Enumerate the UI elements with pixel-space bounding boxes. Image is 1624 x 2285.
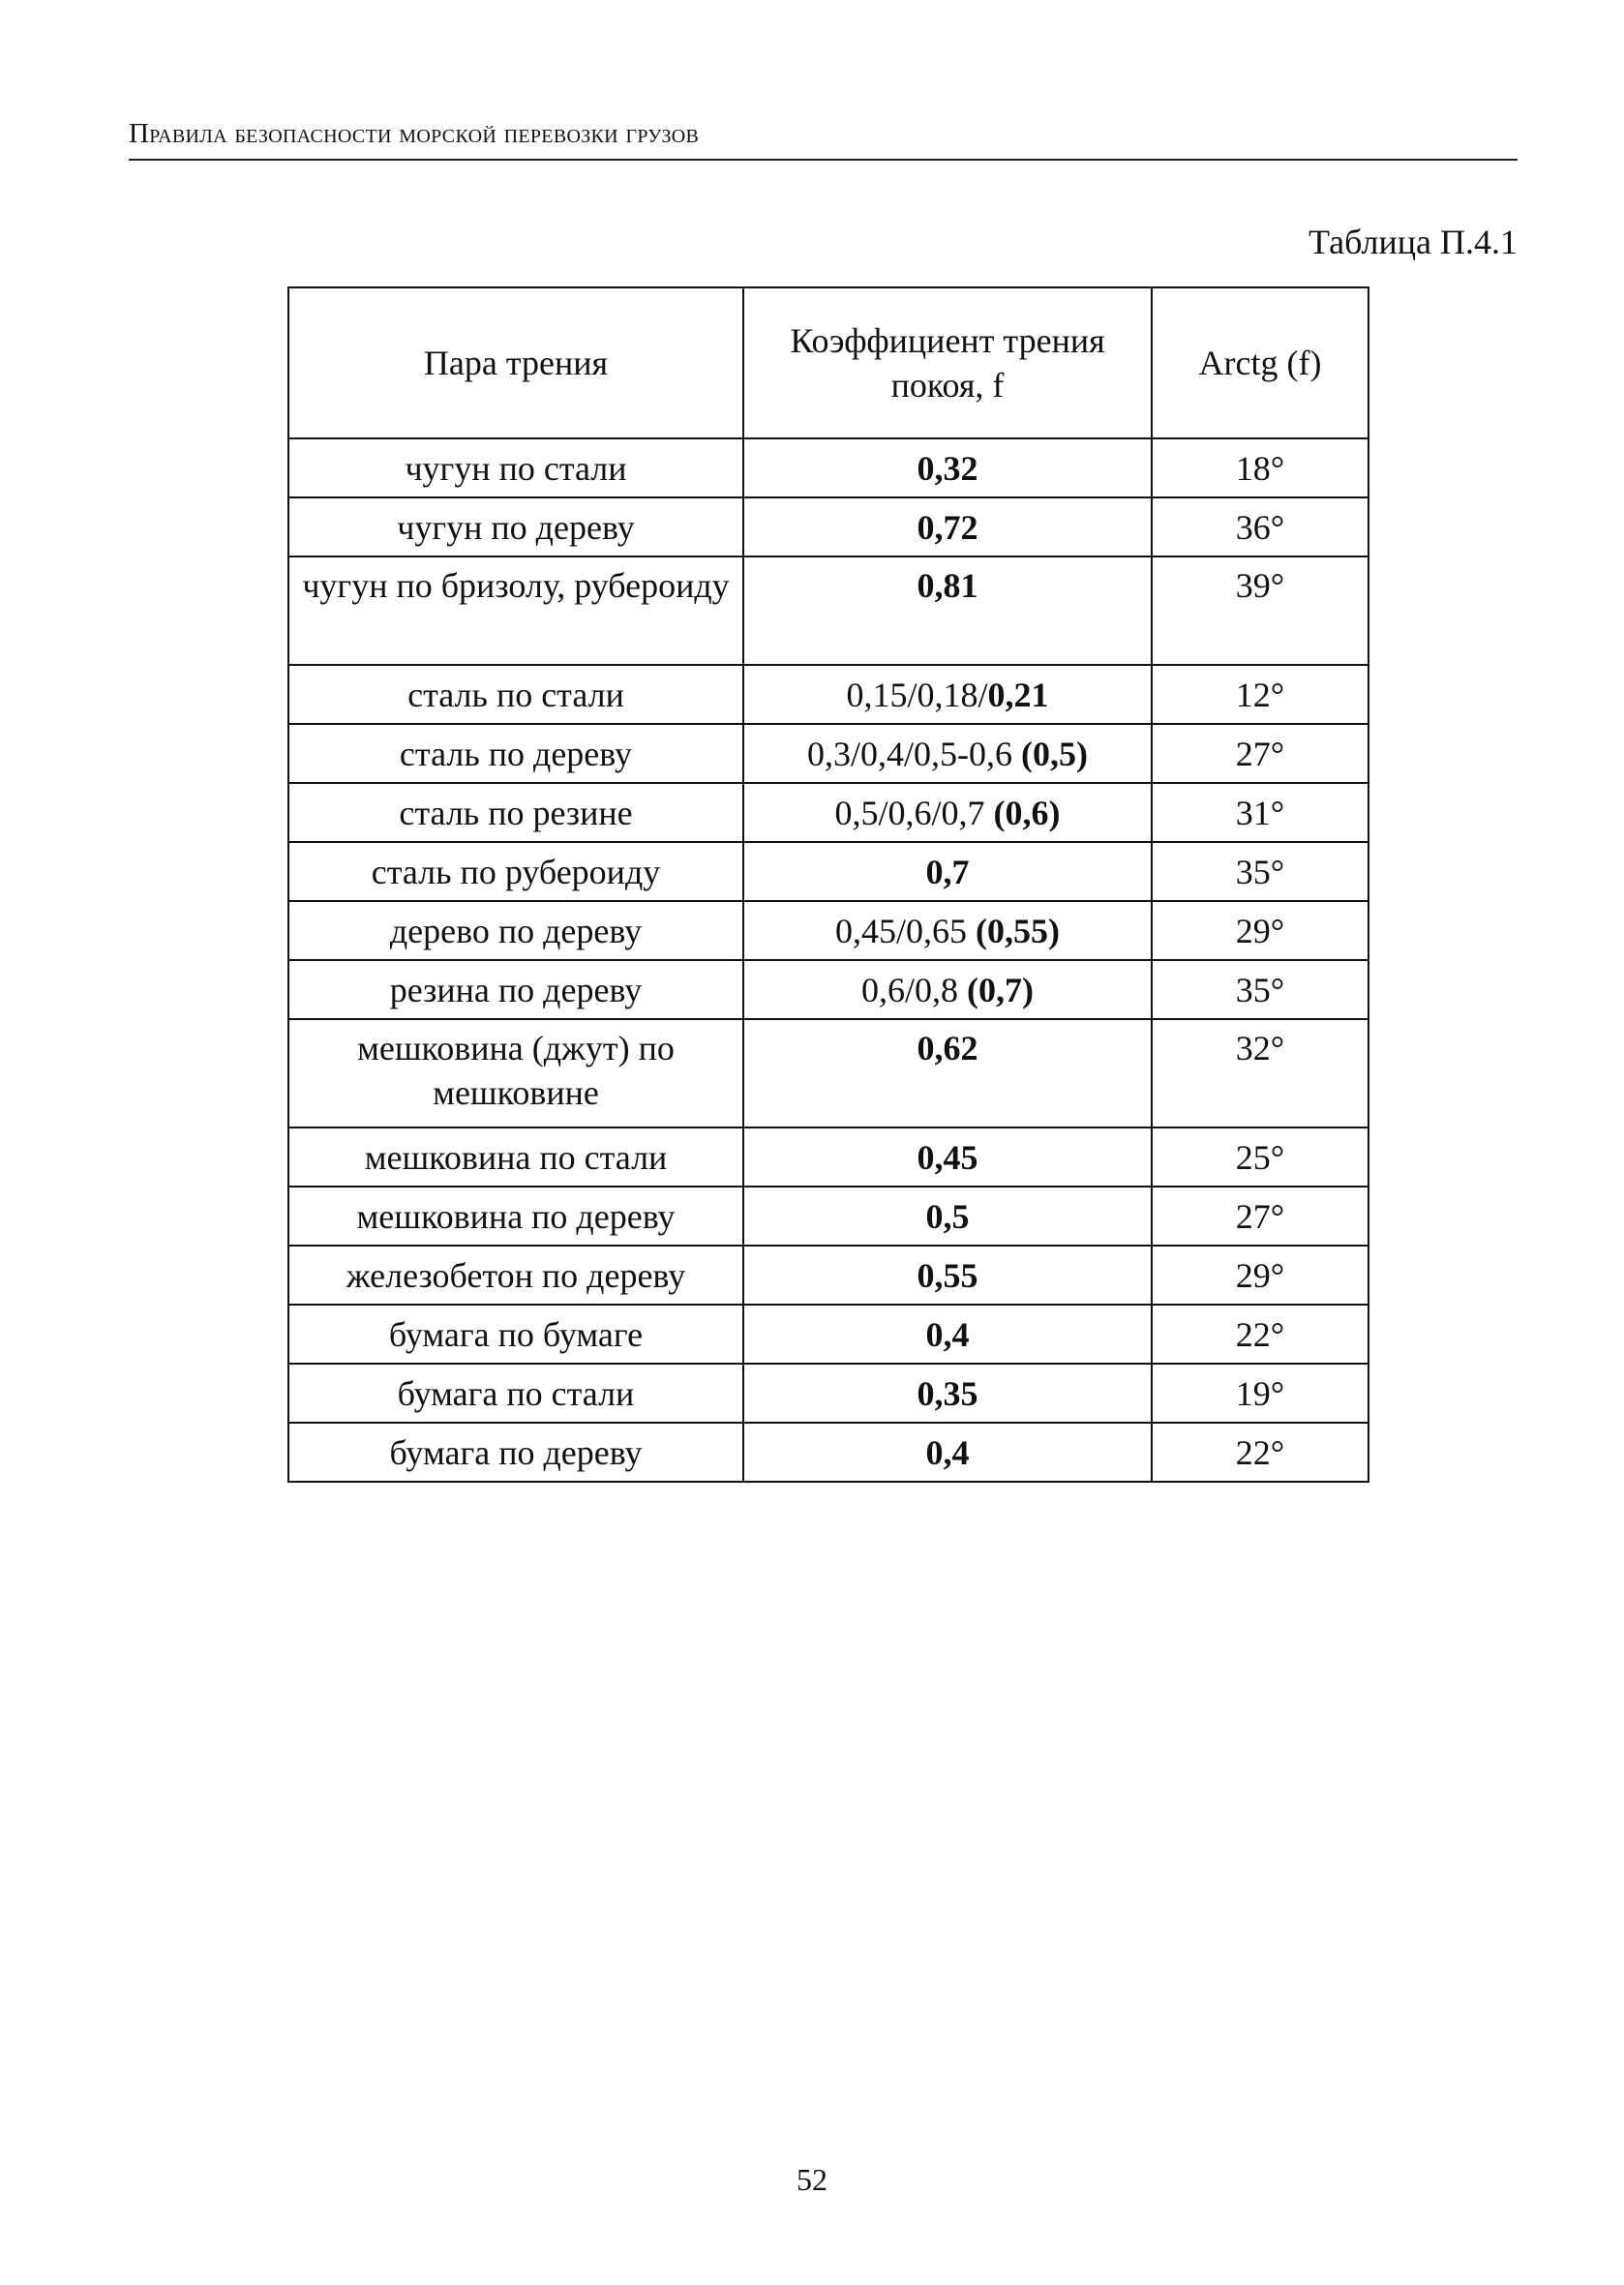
running-header: Правила безопасности морской перевозки грузов	[129, 118, 700, 149]
table-row	[288, 556, 1368, 665]
table-row	[288, 1019, 1368, 1127]
coefficient-value: (0,6)	[993, 793, 1061, 832]
table-row	[288, 901, 1368, 960]
coefficient-value: 0,81	[917, 566, 978, 605]
cell-friction-coefficient	[743, 1364, 1152, 1423]
coefficient-value: 0,15/0,18/	[846, 675, 988, 714]
coefficient-value: 0,6/0,8	[861, 970, 968, 1009]
cell-friction-coefficient	[743, 1246, 1152, 1305]
cell-friction-coefficient	[743, 556, 1152, 665]
cell-friction-coefficient	[743, 901, 1152, 960]
cell-friction-pair: бумага по бумаге	[288, 1305, 743, 1364]
cell-arctg-angle: 35°	[1152, 842, 1368, 901]
coefficient-value: (0,7)	[967, 970, 1034, 1009]
cell-friction-pair: бумага по дереву	[288, 1423, 743, 1482]
cell-arctg-angle: 19°	[1152, 1364, 1368, 1423]
table-header-row	[288, 287, 1368, 438]
cell-arctg-angle: 35°	[1152, 960, 1368, 1019]
coefficient-value: 0,32	[917, 448, 978, 488]
cell-friction-coefficient	[743, 1019, 1152, 1127]
cell-friction-coefficient	[743, 783, 1152, 842]
table-row	[288, 1423, 1368, 1482]
cell-arctg-angle: 39°	[1152, 556, 1368, 665]
cell-arctg-angle: 29°	[1152, 901, 1368, 960]
coefficient-value: 0,45/0,65	[835, 911, 977, 950]
table-row	[288, 665, 1368, 724]
cell-arctg-angle: 32°	[1152, 1019, 1368, 1127]
header-divider	[129, 159, 1518, 161]
coefficient-value: (0,5)	[1021, 734, 1088, 773]
cell-friction-coefficient	[743, 497, 1152, 556]
cell-friction-coefficient	[743, 1127, 1152, 1187]
coefficient-value: 0,5	[925, 1196, 970, 1236]
table-row	[288, 497, 1368, 556]
coefficient-value: 0,4	[925, 1432, 970, 1472]
cell-arctg-angle: 27°	[1152, 1187, 1368, 1246]
cell-friction-coefficient	[743, 1305, 1152, 1364]
table-caption: Таблица П.4.1	[1308, 223, 1518, 261]
cell-friction-pair: чугун по стали	[288, 438, 743, 497]
page-number: 52	[797, 2162, 827, 2197]
cell-friction-coefficient	[743, 724, 1152, 783]
table-row	[288, 438, 1368, 497]
cell-friction-pair: чугун по бризолу, рубероиду	[288, 556, 743, 665]
coefficient-value: 0,35	[917, 1373, 978, 1413]
cell-arctg-angle: 25°	[1152, 1127, 1368, 1187]
cell-friction-pair: мешковина по дереву	[288, 1187, 743, 1246]
cell-friction-coefficient	[743, 438, 1152, 497]
cell-arctg-angle: 18°	[1152, 438, 1368, 497]
coefficient-value: 0,7	[925, 852, 970, 891]
table-row	[288, 1305, 1368, 1364]
cell-friction-coefficient	[743, 665, 1152, 724]
coefficient-value: (0,55)	[976, 911, 1060, 950]
cell-arctg-angle: 29°	[1152, 1246, 1368, 1305]
cell-friction-pair: сталь по рубероиду	[288, 842, 743, 901]
coefficient-value: 0,4	[925, 1314, 970, 1354]
cell-arctg-angle: 27°	[1152, 724, 1368, 783]
cell-friction-pair: сталь по дереву	[288, 724, 743, 783]
table-row	[288, 724, 1368, 783]
cell-arctg-angle: 22°	[1152, 1423, 1368, 1482]
cell-friction-pair: мешковина (джут) по мешковине	[288, 1019, 743, 1127]
table-body	[288, 438, 1368, 1482]
coefficient-value: 0,5/0,6/0,7	[834, 793, 994, 832]
table-row	[288, 1187, 1368, 1246]
cell-friction-coefficient	[743, 1187, 1152, 1246]
coefficient-value: 0,55	[917, 1255, 978, 1295]
header-coefficient: Коэффициент трения покоя, f	[743, 287, 1152, 438]
cell-friction-pair: мешковина по стали	[288, 1127, 743, 1187]
cell-friction-pair: резина по дереву	[288, 960, 743, 1019]
cell-arctg-angle: 31°	[1152, 783, 1368, 842]
cell-friction-coefficient	[743, 960, 1152, 1019]
cell-friction-pair: чугун по дереву	[288, 497, 743, 556]
cell-friction-pair: бумага по стали	[288, 1364, 743, 1423]
cell-friction-pair: железобетон по дереву	[288, 1246, 743, 1305]
coefficient-value: 0,21	[987, 675, 1049, 714]
cell-friction-coefficient	[743, 1423, 1152, 1482]
header-angle: Arctg (f)	[1152, 287, 1368, 438]
cell-friction-pair: дерево по дереву	[288, 901, 743, 960]
table-row	[288, 1127, 1368, 1187]
cell-arctg-angle: 22°	[1152, 1305, 1368, 1364]
table-row	[288, 1246, 1368, 1305]
coefficient-value: 0,72	[917, 507, 978, 547]
cell-arctg-angle: 36°	[1152, 497, 1368, 556]
table-row	[288, 1364, 1368, 1423]
table-row	[288, 842, 1368, 901]
coefficient-value: 0,62	[917, 1029, 978, 1067]
table-row	[288, 960, 1368, 1019]
cell-friction-pair: сталь по резине	[288, 783, 743, 842]
table-row	[288, 783, 1368, 842]
cell-friction-coefficient	[743, 842, 1152, 901]
cell-friction-pair: сталь по стали	[288, 665, 743, 724]
friction-table	[287, 286, 1369, 1483]
coefficient-value: 0,3/0,4/0,5-0,6	[807, 734, 1021, 773]
cell-arctg-angle: 12°	[1152, 665, 1368, 724]
header-pair: Пара трения	[288, 287, 743, 438]
coefficient-value: 0,45	[917, 1137, 978, 1177]
